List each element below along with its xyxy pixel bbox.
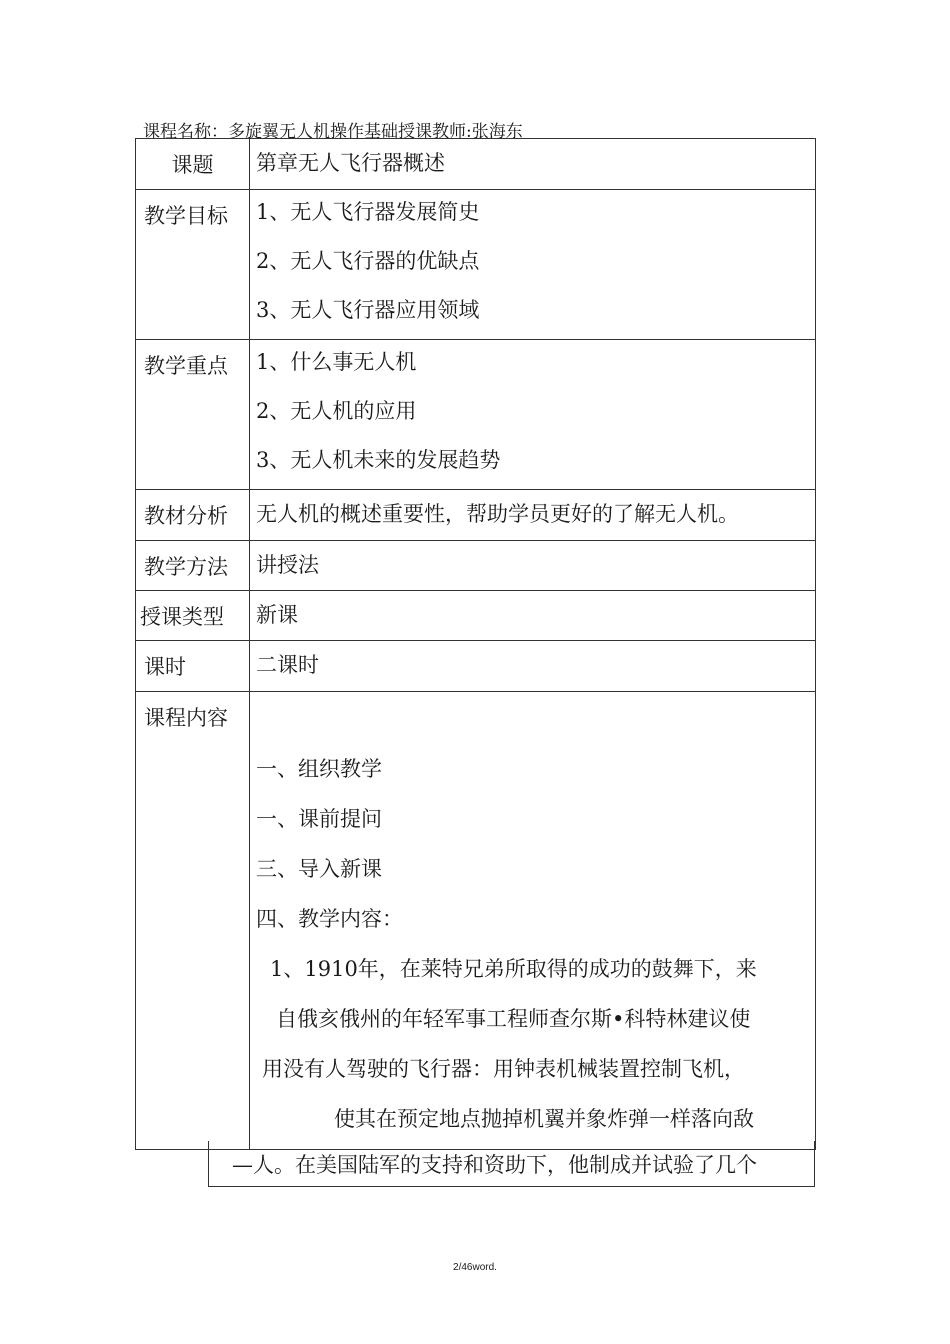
value-cell bbox=[250, 490, 816, 541]
value-cell bbox=[250, 340, 816, 490]
section-heading: 一、课前提问 bbox=[256, 807, 382, 831]
label-cell bbox=[136, 641, 250, 692]
row-label: 课程内容 bbox=[144, 706, 228, 730]
paragraph-line: 使其在预定地点抛掉机翼并象炸弹一样落向敌 bbox=[334, 1107, 754, 1131]
label-cell bbox=[136, 490, 250, 541]
course-header: 课程名称：多旋翼无人机操作基础授课教师:张海东 bbox=[143, 122, 523, 142]
value-cell bbox=[250, 139, 816, 190]
value-cell bbox=[250, 692, 816, 1150]
value-cell bbox=[250, 541, 816, 591]
page-footer: 2/46word. bbox=[453, 1262, 497, 1273]
list-item: 3、无人机未来的发展趋势 bbox=[256, 448, 501, 472]
type-value: 新课 bbox=[256, 603, 298, 627]
row-label: 教学目标 bbox=[144, 204, 228, 228]
row-label: 课题 bbox=[171, 153, 214, 177]
value-cell bbox=[250, 591, 816, 641]
paragraph-line: 用没有人驾驶的飞行器：用钟表机械装置控制飞机， bbox=[262, 1057, 745, 1081]
value-cell bbox=[250, 190, 816, 340]
list-item: 1、无人飞行器发展简史 bbox=[256, 200, 480, 224]
list-item: 2、无人机的应用 bbox=[256, 399, 417, 423]
row-objectives bbox=[136, 190, 816, 340]
label-cell bbox=[136, 541, 250, 591]
section-heading: 一、组织教学 bbox=[256, 757, 382, 781]
overflow-text: —人。在美国陆军的支持和资助下，他制成并试验了几个 bbox=[232, 1153, 757, 1177]
section-heading: 三、导入新课 bbox=[256, 857, 382, 881]
topic-value: 第章无人飞行器概述 bbox=[256, 151, 445, 175]
row-content bbox=[136, 692, 816, 1150]
row-label: 授课类型 bbox=[140, 605, 224, 629]
list-item: 3、无人飞行器应用领域 bbox=[256, 298, 480, 322]
row-method bbox=[136, 541, 816, 591]
label-cell bbox=[136, 591, 250, 641]
row-type bbox=[136, 591, 816, 641]
list-item: 2、无人飞行器的优缺点 bbox=[256, 249, 480, 273]
row-analysis bbox=[136, 490, 816, 541]
row-hours bbox=[136, 641, 816, 692]
section-heading: 四、教学内容： bbox=[256, 907, 403, 931]
row-label: 教材分析 bbox=[144, 504, 228, 528]
list-item: 1、什么事无人机 bbox=[256, 350, 417, 374]
label-cell bbox=[136, 340, 250, 490]
hours-value: 二课时 bbox=[256, 653, 319, 677]
label-cell bbox=[136, 139, 250, 190]
row-label: 教学重点 bbox=[144, 354, 228, 378]
row-label: 教学方法 bbox=[144, 555, 228, 579]
paragraph-line: 1、1910年，在莱特兄弟所取得的成功的鼓舞下，来 bbox=[270, 957, 757, 981]
label-cell bbox=[136, 692, 250, 1150]
label-cell bbox=[136, 190, 250, 340]
paragraph-line: 自俄亥俄州的年轻军事工程师查尔斯•科特林建议使 bbox=[276, 1007, 751, 1031]
row-key-points bbox=[136, 340, 816, 490]
method-value: 讲授法 bbox=[256, 553, 319, 577]
analysis-value: 无人机的概述重要性，帮助学员更好的了解无人机。 bbox=[256, 502, 739, 526]
row-topic bbox=[136, 139, 816, 190]
row-label: 课时 bbox=[144, 655, 186, 679]
overflow-row bbox=[208, 1141, 815, 1187]
value-cell bbox=[250, 641, 816, 692]
lesson-plan-table bbox=[135, 138, 816, 1150]
